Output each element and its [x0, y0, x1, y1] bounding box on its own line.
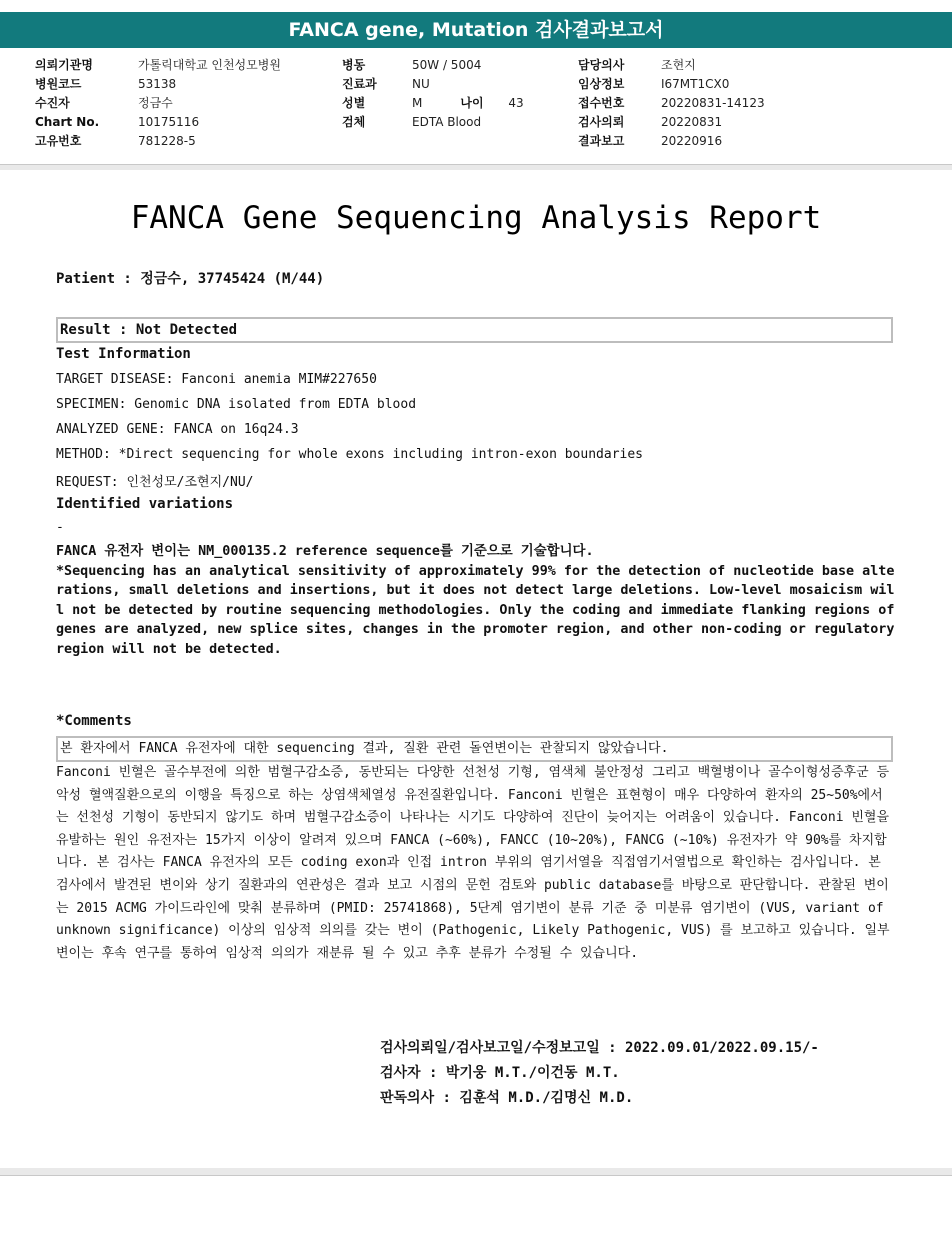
info-row-request-date	[578, 113, 765, 132]
info-label: 담당의사	[578, 58, 625, 72]
info-value: I67MT1CX0	[661, 77, 730, 91]
info-label: 고유번호	[35, 134, 82, 148]
identified-value: -	[56, 520, 64, 535]
age-value: 43	[508, 96, 524, 110]
info-row-unique-id	[35, 132, 281, 151]
footer-divider	[0, 1168, 952, 1176]
info-value: 10175116	[138, 115, 200, 129]
reference-notes	[56, 542, 898, 660]
info-label: 수진자	[35, 96, 70, 110]
info-column-institution	[35, 56, 281, 151]
info-value: 781228-5	[138, 134, 196, 148]
info-label: Chart No.	[35, 115, 100, 129]
info-row-ward	[342, 56, 524, 75]
identified-heading: Identified variations	[56, 496, 234, 512]
info-label: 의뢰기관명	[35, 58, 93, 72]
patient-line: Patient : 정금수, 37745424 (M/44)	[56, 271, 325, 287]
info-row-patient-name	[35, 94, 281, 113]
header-divider	[0, 164, 952, 170]
info-value: 정금수	[138, 96, 173, 110]
info-row-specimen	[342, 113, 524, 132]
reference-note: FANCA 유전자 변이는 NM_000135.2 reference sequence를 기준으로 기술합니다.	[56, 544, 594, 559]
report-title: FANCA Gene Sequencing Analysis Report	[130, 200, 822, 236]
info-row-report-date	[578, 132, 765, 151]
info-value: NU	[412, 77, 430, 91]
info-row-sex-age	[342, 94, 524, 113]
info-value: 20220831	[661, 115, 723, 129]
examiners-line: 검사자 : 박기웅 M.T./이건동 M.T.	[380, 1065, 620, 1081]
info-row-institution	[35, 56, 281, 75]
dates-line: 검사의뢰일/검사보고일/수정보고일 : 2022.09.01/2022.09.15/-	[380, 1040, 819, 1056]
info-label: 진료과	[342, 77, 377, 91]
info-label: 성별	[342, 96, 366, 110]
info-value: EDTA Blood	[412, 115, 482, 129]
comments-heading: *Comments	[56, 713, 132, 729]
info-value: 조현지	[661, 58, 696, 72]
comment-body: Fanconi 빈혈은 골수부전에 의한 범혈구감소증, 동반되는 다양한 선천성 기형, 염색체 불안정성 그리고 백혈병이나 골수이형성증후군 등 악성 혈액질환으로의 이행을 특징으로 하는 상염색체열성 유전질환입니다. Fanconi 빈혈은 표현형이 매우 다양하여 환자의 25~50%에서는 선천성 기형이 동반되지 않기도 하며 범혈구감소증이 나타나는 시기도 다양하여 진단이 늦어지는 어려움이 있습니다. Fanconi 빈혈을 유발하는 원인 유전자는 15가지 이상이 알려져 있으며 FANCA (~60%), FANCC (10~20%), FANCG (~10%) 유전자가 약 90%를 차지합니다. 본 검사는 FANCA 유전자의 모든 coding exon과 인접 intron 부위의 염기서열을 직접염기서열법으로 확인하는 검사입니다. 본 검사에서 발견된 변이와 상기 질환과의 연관성은 결과 보고 시점의 문헌 검토와 public database를 바탕으로 판단합니다. 관찰된 변이는 2015 ACMG 가이드라인에 맞춰 분류하며 (PMID: 25741868), 5단계 염기변이 분류 기준 중 미분류 염기변이 (VUS, variant of unknown significance) 이상의 임상적 의의를 갖는 변이 (Pathogenic, Likely Pathogenic, VUS) 를 보고하고 있습니다. 일부 변이는 후속 연구를 통하여 임상적 의의가 재분류 될 수 있고 추후 분류가 수정될 수 있습니다.	[56, 765, 890, 961]
info-label: 검사의뢰	[578, 115, 625, 129]
sensitivity-note: *Sequencing has an analytical sensitivity of approximately 99% for the detection of nucleotide base alterations, small deletions and insertions, but it does not detect large deletions. Low-level mosaicism will not be detected by routine sequencing methodologies. Only the coding and immediate flanking regions of genes are analyzed, new splice sites, changes in the promoter region, and other non-coding or regulatory region will not be detected.	[56, 563, 895, 657]
info-value: 20220831-14123	[661, 96, 765, 110]
analyzed-gene: ANALYZED GENE: FANCA on 16q24.3	[56, 422, 299, 437]
request-line: REQUEST: 인천성모/조현지/NU/	[56, 475, 254, 490]
info-value: 50W / 5004	[412, 58, 482, 72]
info-label: 접수번호	[578, 96, 625, 110]
info-row-hospital-code	[35, 75, 281, 94]
info-value: 가톨릭대학교 인천성모병원	[138, 58, 281, 72]
comment-summary-box: 본 환자에서 FANCA 유전자에 대한 sequencing 결과, 질환 관련 돌연변이는 관찰되지 않았습니다.	[56, 736, 893, 762]
target-disease: TARGET DISEASE: Fanconi anemia MIM#227650	[56, 372, 377, 387]
info-label: 병원코드	[35, 77, 82, 91]
info-label: 결과보고	[578, 134, 625, 148]
info-row-doctor	[578, 56, 765, 75]
info-column-doctor	[578, 56, 765, 151]
info-row-clinical-info	[578, 75, 765, 94]
specimen-line: SPECIMEN: Genomic DNA isolated from EDTA blood	[56, 397, 417, 412]
method-line: METHOD: *Direct sequencing for whole exons including intron-exon boundaries	[56, 447, 643, 462]
info-label: 검체	[342, 115, 366, 129]
info-column-ward	[342, 56, 524, 132]
info-value: 20220916	[661, 134, 723, 148]
info-value: M	[412, 96, 423, 110]
info-value: 53138	[138, 77, 177, 91]
info-row-receipt-no	[578, 94, 765, 113]
info-row-department	[342, 75, 524, 94]
result-box: Result : Not Detected	[56, 317, 893, 343]
info-label: 임상정보	[578, 77, 625, 91]
info-label: 병동	[342, 58, 366, 72]
test-info-heading: Test Information	[56, 346, 191, 362]
info-row-chart-no	[35, 113, 281, 132]
reviewers-line: 판독의사 : 김훈석 M.D./김명신 M.D.	[380, 1090, 634, 1106]
age-label: 나이	[460, 96, 484, 110]
report-banner-title: FANCA gene, Mutation 검사결과보고서	[0, 12, 952, 48]
